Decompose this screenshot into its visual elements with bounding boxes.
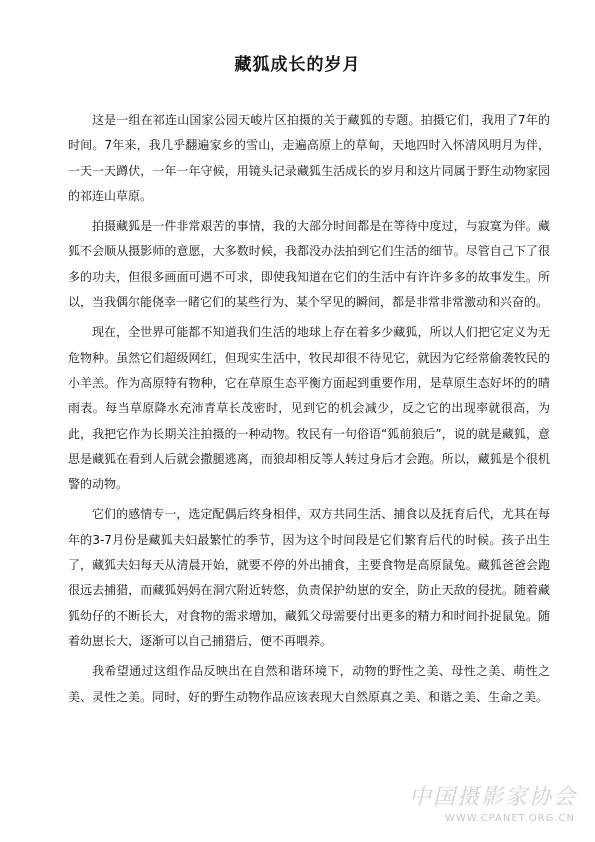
- paragraph-4: 它们的感情专一，选定配偶后终身相伴，双方共同生活、捕食以及抚育后代，尤其在每年的3-7月份是藏狐夫妇最繁忙的季节，因为这个时间段是它们繁育后代的时候。孩子出生了，藏狐夫妇每天从清晨开始，就要不停的外出捕食，主要食物是高原鼠兔。藏狐爸爸会跑很远去捕猎，而藏狐妈妈在洞穴附近转悠，负责保护幼崽的安全，防止天敌的侵扰。随着藏狐幼仔的不断长大，对食物的需求增加，藏狐父母需要付出更多的精力和时间扑捉鼠兔。随着幼崽长大，逐渐可以自己捕猎后，便不再喂养。: [68, 507, 550, 648]
- cpanet-watermark: [397, 780, 577, 824]
- document-body: [68, 108, 550, 715]
- document-title: 藏狐成长的岁月: [234, 55, 361, 75]
- paragraph-1: 这是一组在祁连山国家公园天峻片区拍摄的关于藏狐的专题。拍摄它们，我用了7年的时间。7年来，我几乎翻遍家乡的雪山，走遍高原上的草甸，天地四时入怀清风明月为伴，一天一天蹲伏，一年一年守候，用镜头记录藏狐生活成长的岁月和这片同属于野生动物家园的祁连山草原。: [68, 113, 550, 203]
- paragraph-5: 我希望通过这组作品反映出在自然和谐环境下，动物的野性之美、母性之美、萌性之美、灵性之美。同时，好的野生动物作品应该表现大自然原真之美、和谐之美、生命之美。: [68, 664, 550, 704]
- paragraph-3: 现在，全世界可能都不知道我们生活的地球上存在着多少藏狐，所以人们把它定义为无危物种。虽然它们超级网红，但现实生活中，牧民却很不待见它，就因为它经常偷袭牧民的小羊羔。作为高原特有物种，它在草原生态平衡方面起到重要作用，是草原生态好坏的的晴雨表。每当草原降水充沛青草长茂密时，见到它的机会减少，反之它的出现率就很高，为此，我把它作为长期关注拍摄的一种动物。牧民有一句俗语“狐前狼后”，说的就是藏狐，意思是藏狐在看到人后就会撒腿逃离，而狼却相反等人转过身后才会跑。所以，藏狐是个很机警的动物。: [68, 325, 550, 492]
- watermark-url: WWW.CPANET.ORG.CN: [444, 813, 575, 824]
- watermark-org-name: 中国摄影家协会: [408, 785, 577, 810]
- paragraph-2: 拍摄藏狐是一件非常艰苦的事情，我的大部分时间都是在等待中度过，与寂寞为伴。藏狐不会顺从摄影师的意愿，大多数时候，我都没办法拍到它们生活的细节。尽管自己下了很多的功夫，但很多画面可遇不可求，即使我知道在它们的生活中有许许多多的故事发生。所以，当我偶尔能侥幸一睹它们的某些行为、某个罕见的瞬间，都是非常非常激动和兴奋的。: [68, 219, 550, 310]
